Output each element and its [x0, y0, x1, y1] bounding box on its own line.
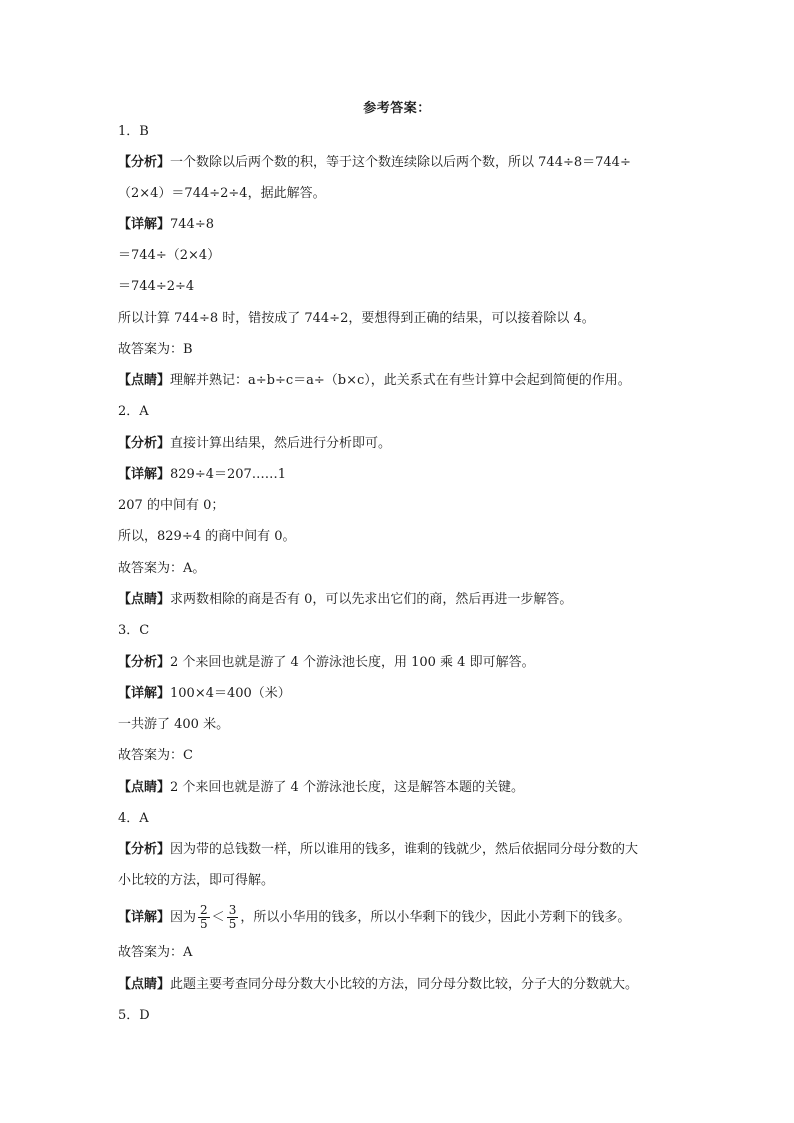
- answer-line: 故答案为：A。: [118, 561, 206, 576]
- detail-tag: 【详解】: [118, 217, 171, 232]
- answer-number: 1．B: [118, 124, 149, 139]
- analysis-line: 【分析】因为带的总钱数一样，所以谁用的钱多，谁剩的钱就少，然后依据同分母分数的大: [118, 842, 639, 857]
- analysis-tag: 【分析】: [118, 155, 171, 170]
- analysis-line: 【分析】2 个来回也就是游了 4 个游泳池长度，用 100 乘 4 即可解答。: [118, 655, 535, 670]
- detail-line: 所以计算 744÷8 时，错按成了 744÷2，要想得到正确的结果，可以接着除以 4。: [118, 311, 595, 326]
- comment-line: 【点睛】理解并熟记：a÷b÷c＝a÷（b×c），此关系式在有些计算中会起到简便的作用。: [118, 373, 631, 388]
- detail-line: 【详解】744÷8: [118, 217, 214, 232]
- detail-line: 【详解】100×4＝400（米）: [118, 686, 291, 701]
- answer-line: 故答案为：A: [118, 945, 193, 960]
- comment-line: 【点睛】求两数相除的商是否有 0，可以先求出它们的商，然后再进一步解答。: [118, 592, 573, 607]
- answer-number: 5．D: [118, 1008, 150, 1023]
- comment-line: 【点睛】2 个来回也就是游了 4 个游泳池长度，这是解答本题的关键。: [118, 780, 524, 795]
- analysis-line: 小比较的方法，即可得解。: [118, 873, 275, 888]
- detail-line: 一共游了 400 米。: [118, 717, 230, 732]
- analysis-line: 【分析】直接计算出结果，然后进行分析即可。: [118, 436, 392, 451]
- detail-tag: 【详解】: [118, 467, 171, 482]
- comment-tag: 【点睛】: [118, 977, 171, 992]
- analysis-tag: 【分析】: [118, 842, 171, 857]
- detail-line: 【详解】因为 $\frac{2}{5}$ ＜ $\frac{3}{5}$ ，所以小华用的钱多，所以小华剩下的钱少，因此小芳剩下的钱多。: [118, 903, 631, 931]
- analysis-line: （2×4）＝744÷2÷4，据此解答。: [118, 186, 326, 201]
- analysis-tag: 【分析】: [118, 436, 171, 451]
- comment-tag: 【点睛】: [118, 373, 171, 388]
- answer-line: 故答案为：B: [118, 342, 193, 357]
- detail-line: 所以，829÷4 的商中间有 0。: [118, 529, 296, 544]
- detail-tag: 【详解】: [118, 910, 171, 925]
- detail-line: ＝744÷（2×4）: [118, 248, 221, 263]
- page-title: 参考答案：: [363, 101, 431, 116]
- analysis-line: 【分析】一个数除以后两个数的积，等于这个数连续除以后两个数，所以 744÷8＝744÷: [118, 155, 631, 170]
- comment-tag: 【点睛】: [118, 780, 171, 795]
- answer-number: 2．A: [118, 404, 149, 419]
- comment-line: 【点睛】此题主要考查同分母分数大小比较的方法，同分母分数比较，分子大的分数就大。: [118, 977, 639, 992]
- analysis-tag: 【分析】: [118, 655, 171, 670]
- detail-line: 【详解】829÷4＝207……1: [118, 467, 287, 482]
- answer-number: 4．A: [118, 811, 149, 826]
- detail-line: ＝744÷2÷4: [118, 279, 195, 294]
- detail-tag: 【详解】: [118, 686, 171, 701]
- answer-number: 3．C: [118, 623, 150, 638]
- comment-tag: 【点睛】: [118, 592, 171, 607]
- fraction: $\frac{2}{5}$: [200, 903, 208, 931]
- fraction: $\frac{3}{5}$: [228, 903, 237, 931]
- answer-line: 故答案为：C: [118, 748, 193, 763]
- detail-line: 207 的中间有 0；: [118, 498, 225, 513]
